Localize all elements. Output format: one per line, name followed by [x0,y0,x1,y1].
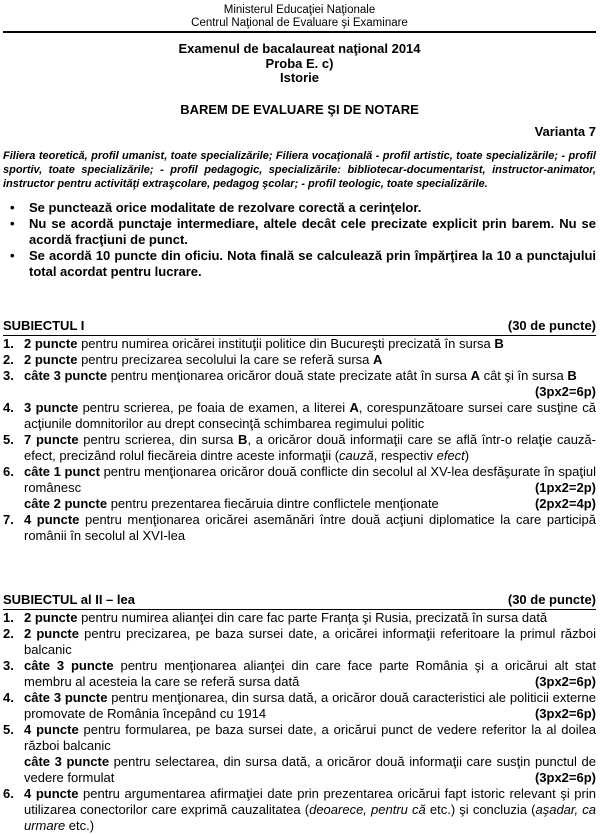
text-run: pentru prezentarea fiecăruia dintre conflictele menţionate [107,495,439,511]
bullet-icon: • [10,199,15,215]
item-text [24,658,596,690]
bullet-text: Se acordă 10 puncte din oficiu. Nota finală se calculează prin împărţirea la 10 a punctajului total acordat pentru lucrare. [29,247,596,279]
section-header [3,318,596,336]
rubric-item [3,658,596,690]
item-number: 1. [3,609,14,625]
text-run: pentru precizarea, pe baza sursei date, a oricărei informaţii referitoare la primul război balcanic [24,625,596,657]
rubric-item [3,610,596,626]
item-number: 4. [3,399,14,415]
text-run: 7 puncte [24,431,79,447]
item-text [24,432,596,464]
center-line: Centrul Naţional de Evaluare şi Examinare [191,17,408,29]
points-badge: (3px2=6p) [534,673,596,689]
text-run: 4 puncte [24,785,79,801]
item-number: 3. [3,657,14,673]
rubric-item [3,432,596,464]
bullet-item [3,216,596,248]
item-text [24,690,596,722]
text-run: ) [464,447,470,463]
rubric-item [3,626,596,658]
rubric-item [3,690,596,722]
text-run: etc.) şi concluzia ( [425,801,536,817]
item-text [24,400,596,432]
rubric-item [3,464,596,512]
items-list [3,610,596,834]
item-text [24,336,596,352]
item-number: 6. [3,463,14,479]
text-run: 2 puncte [24,335,78,351]
rubric-item [3,786,596,834]
text-run: pentru precizarea secolului la care se referă sursa [77,351,374,367]
item-text [24,722,596,786]
text-run: câte 3 puncte [24,689,108,705]
barem-title: BAREM DE EVALUARE ŞI DE NOTARE [180,101,419,117]
bullet-text: Nu se acordă punctaje intermediare, altele decât cele precizate explicit prin barem. Nu se acordă fracţiuni de punct. [29,215,596,247]
item-number: 5. [3,431,14,447]
text-run: deoarece, pentru că [309,801,426,817]
text-run: A [349,399,359,415]
text-run: etc.) [65,817,95,833]
item-text [24,610,596,626]
text-run: cât şi în sursa [479,367,568,383]
item-number: 4. [3,689,14,705]
section-title: SUBIECTUL I [3,317,85,333]
item-text [24,786,596,834]
text-run: aşadar, ca urmare [24,801,596,833]
section-header [3,592,596,610]
text-run: câte 1 punct [24,463,100,479]
text-run: , a oricăror două informaţii care se află într-o relaţie cauză-efect, precizând rolul fiecăreia dintre aceste informaţii ( [24,431,596,463]
bullet-list [3,200,596,280]
text-run: câte 3 puncte [24,657,114,673]
item-text [24,352,596,368]
item-text [24,626,596,658]
section-subiectul-2 [3,592,596,834]
text-run: , respectiv [373,447,437,463]
bullet-item [3,200,596,216]
text-run: 2 puncte [24,609,78,625]
bullet-icon: • [10,247,15,263]
text-run: 4 puncte [24,721,79,737]
section-subiectul-1 [3,318,596,544]
rubric-item [3,336,596,352]
text-run: pentru menţionarea oricăror două state precizate atât în sursa [107,367,471,383]
text-run: pentru numirea alianţei din care fac parte Franţa şi Rusia, precizată în sursa dată [77,609,548,625]
bullet-icon: • [10,215,15,231]
item-number: 6. [3,785,14,801]
text-run: pentru scrierea, pe foaia de examen, a literei [78,399,350,415]
item-text [24,368,596,400]
text-run: B [238,431,248,447]
text-run: câte 3 puncte [24,367,108,383]
rubric-item [3,512,596,544]
item-number: 2. [3,625,14,641]
points-badge: (3px2=6p) [534,383,596,399]
item-text [24,464,596,512]
points-badge: (2px2=4p) [534,495,596,511]
points-badge: (3px2=6p) [534,705,596,721]
text-run: pentru scrierea, din sursa [78,431,239,447]
rubric-item [3,722,596,786]
text-run: 2 puncte [24,625,79,641]
items-list [3,336,596,544]
text-run: B [567,367,577,383]
text-run: A [470,367,480,383]
text-run: pentru argumentarea afirmaţiei date prin prezentarea oricărui fapt istoric relevant şi prin utilizarea conectorilor care exprimă cauzalitatea ( [24,785,596,817]
rubric-item [3,368,596,400]
item-text [24,512,596,544]
proba-line: Proba E. c) [265,55,334,71]
rubric-item [3,400,596,432]
item-number: 7. [3,511,14,527]
text-run: pentru menţionarea oricărei asemănări între două acţiuni diplomatice la care participă românii în secolul al XVI-lea [24,511,596,543]
subject-line: Istorie [279,70,319,85]
text-run: pentru menţionarea alianţei din care face parte România şi a oricărui alt stat membru al acesteia la care se referă sursa dată [24,657,596,689]
rubric-item [3,352,596,368]
text-run: câte 3 puncte [24,753,110,769]
header-divider [3,31,596,33]
item-number: 5. [3,721,14,737]
variant-label: Varianta 7 [534,123,596,139]
exam-title: Examenul de bacalaureat naţional 2014 [178,41,421,56]
item-number: 2. [3,351,14,367]
text-run: pentru formularea, pe baza sursei date, a oricărui punct de vedere referitor la al doilea război balcanic [24,721,596,753]
text-run: , corespunzătoare sursei care susţine că acţiunile domnitorilor au drept consecinţă schimbarea regimului politic [24,399,596,431]
points-badge: (3px2=6p) [534,769,596,785]
text-run: pentru menţionarea, din sursa dată, a oricăror două caracteristici ale politicii externe promovate de România începând cu 1914 [24,689,596,721]
text-run: 2 puncte [24,351,78,367]
text-run: A [373,351,383,367]
filiera-note: Filiera teoretică, profil umanist, toate specializările; Filiera vocaţională - profil artistic, toate specializările; - profil sportiv, toate specializările; - profil pedagogic, specializările: bibliotecar-documentarist, instructor-animator, instructor pentru activităţi extraşcolare, pedagog şcolar; - profil teologic, toate specializările. [3,149,596,190]
section-title: SUBIECTUL al II – lea [3,591,135,607]
text-run: pentru selectarea, din sursa dată, a oricăror două informaţii care susţin punctul de vedere formulat [24,753,596,785]
text-run: 3 puncte [24,399,79,415]
doc-header [3,4,596,30]
text-run: efect [436,447,465,463]
text-run: cauză [339,447,374,463]
text-run: pentru numirea oricărei instituţii politice din Bucureşti precizată în sursa [77,335,495,351]
bullet-text: Se punctează orice modalitate de rezolvare corectă a cerinţelor. [29,199,422,215]
points-badge: (1px2=2p) [534,479,596,495]
item-number: 3. [3,367,14,383]
text-run: pentru menţionarea oricăror două conflicte din secolul al XV-lea desfăşurate în spaţiul românesc [24,463,596,495]
title-block [3,42,596,86]
item-number: 1. [3,335,14,351]
text-run: B [494,335,504,351]
section-points: (30 de puncte) [507,317,596,333]
section-points: (30 de puncte) [507,591,596,607]
ministry-line: Ministerul Educaţiei Naţionale [223,4,376,16]
text-run: 4 puncte [24,511,80,527]
bullet-item [3,248,596,280]
text-run: câte 2 puncte [24,495,108,511]
